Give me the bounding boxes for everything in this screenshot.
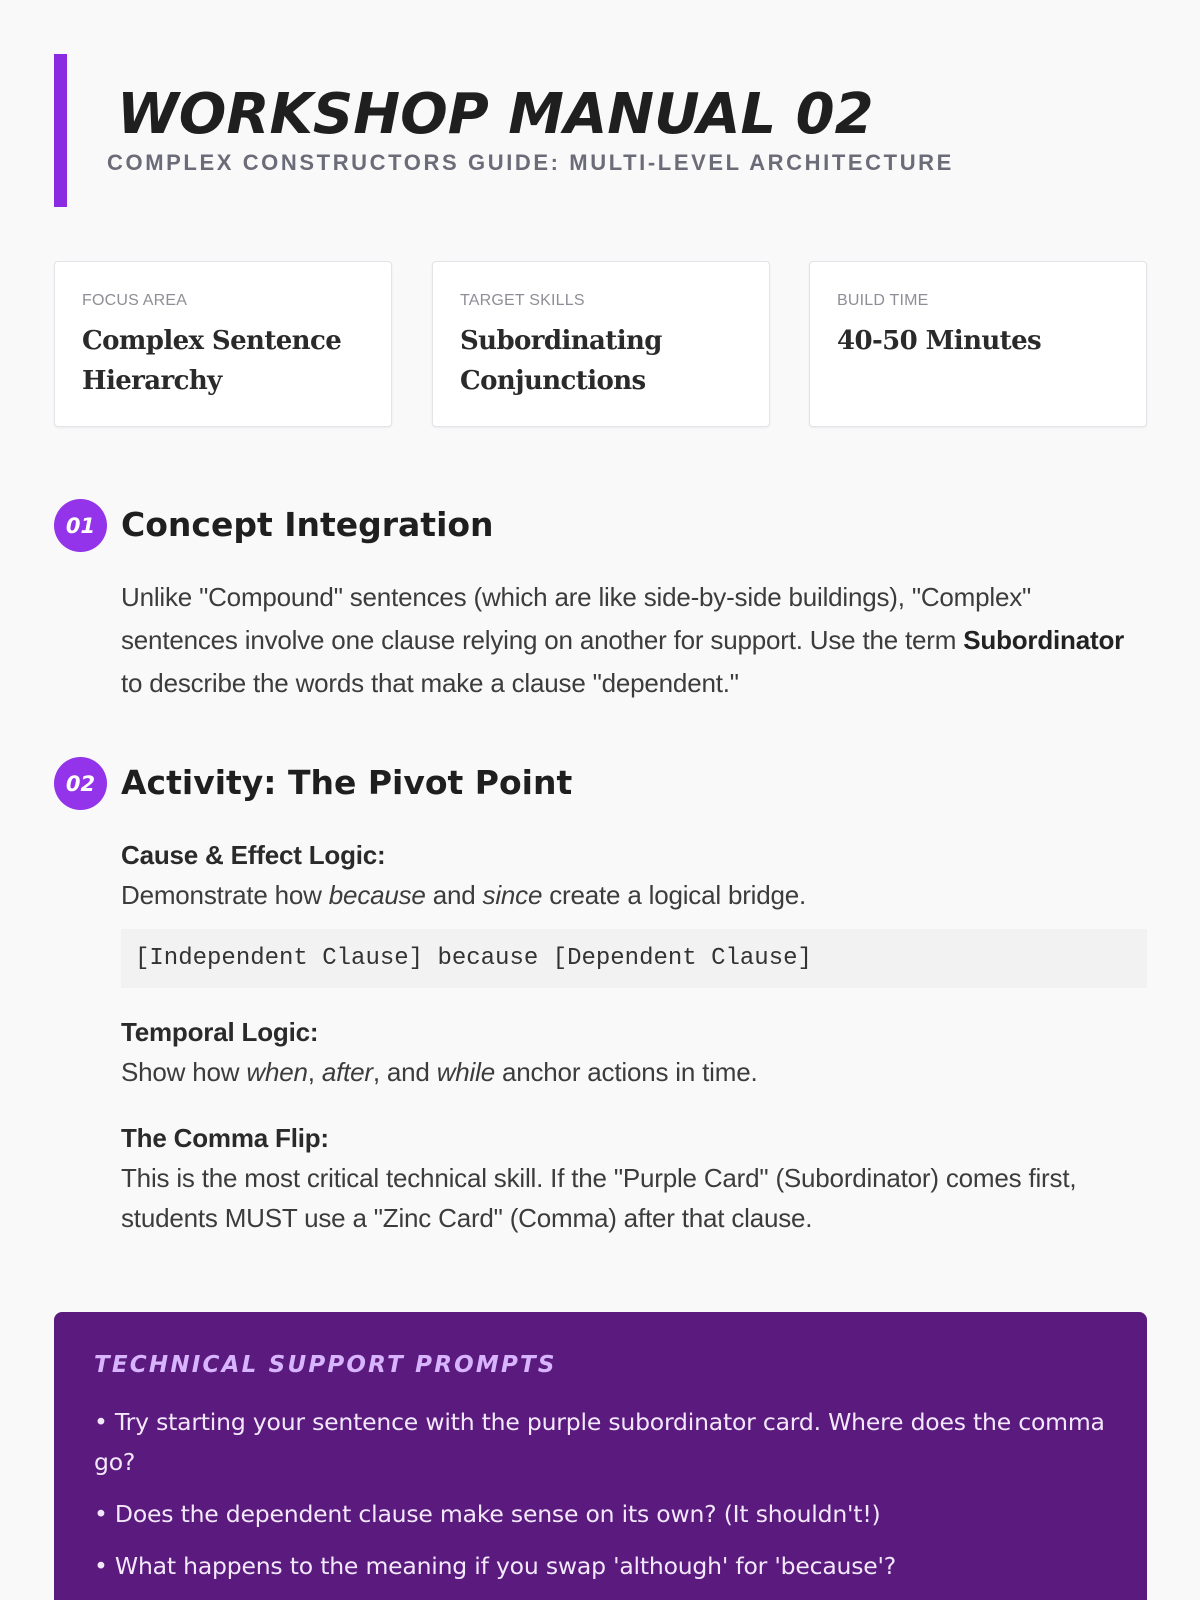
comma-flip-label: The Comma Flip: bbox=[121, 1123, 329, 1153]
comma-flip-block bbox=[121, 1118, 1147, 1238]
section-title: Concept Integration bbox=[121, 505, 494, 544]
support-prompts-list bbox=[94, 1402, 1107, 1586]
target-skills-card bbox=[432, 261, 770, 427]
subordinator-term: Subordinator bbox=[963, 625, 1125, 655]
card-value: 40-50 Minutes bbox=[837, 326, 1042, 356]
paragraph-text: to describe the words that make a clause "dependent." bbox=[121, 668, 739, 698]
support-prompt: • Try starting your sentence with the purple subordinator card. Where does the comma go? bbox=[94, 1408, 1105, 1476]
text: Show how bbox=[121, 1057, 247, 1087]
manual-page bbox=[54, 54, 1147, 1580]
text: , and bbox=[372, 1057, 437, 1087]
focus-area-card bbox=[54, 261, 392, 427]
temporal-label: Temporal Logic: bbox=[121, 1017, 319, 1047]
section-body bbox=[121, 835, 1147, 1238]
pivot-point-section bbox=[54, 757, 1147, 1238]
text: Demonstrate how bbox=[121, 880, 329, 910]
technical-support-box bbox=[54, 1312, 1147, 1600]
text: anchor actions in time. bbox=[494, 1057, 758, 1087]
card-label: FOCUS AREA bbox=[82, 292, 188, 309]
emphasis-when: when bbox=[246, 1057, 308, 1087]
section-title: Activity: The Pivot Point bbox=[121, 763, 573, 802]
emphasis-after: after bbox=[321, 1057, 373, 1087]
info-cards bbox=[54, 261, 1147, 427]
support-title: TECHNICAL SUPPORT PROMPTS bbox=[94, 1352, 557, 1378]
card-label: TARGET SKILLS bbox=[460, 292, 585, 309]
card-value: Subordinating Conjunctions bbox=[460, 326, 662, 396]
concept-paragraph bbox=[121, 576, 1147, 705]
text: create a logical bridge. bbox=[542, 880, 807, 910]
section-heading bbox=[54, 757, 1147, 811]
clause-code-block: [Independent Clause] because [Dependent Clause] bbox=[121, 929, 1147, 988]
cause-effect-block bbox=[121, 835, 1147, 988]
page-header bbox=[54, 54, 1147, 207]
page-subtitle: COMPLEX CONSTRUCTORS GUIDE: MULTI-LEVEL ARCHITECTURE bbox=[107, 150, 954, 175]
card-label: BUILD TIME bbox=[837, 292, 929, 309]
text: and bbox=[425, 880, 483, 910]
temporal-text bbox=[121, 1052, 1147, 1092]
section-number-badge: 01 bbox=[54, 499, 107, 552]
concept-integration-section bbox=[54, 499, 1147, 705]
text: , bbox=[307, 1057, 322, 1087]
page-title: WORKSHOP MANUAL 02 bbox=[117, 82, 874, 147]
card-value: Complex Sentence Hierarchy bbox=[82, 326, 342, 396]
cause-effect-text bbox=[121, 875, 1147, 915]
emphasis-while: while bbox=[436, 1057, 495, 1087]
comma-flip-text: This is the most critical technical skill. If the "Purple Card" (Subordinator) comes first, students MUST use a "Zinc Card" (Comma) after that clause. bbox=[121, 1163, 1077, 1233]
support-prompt: • What happens to the meaning if you swap 'although' for 'because'? bbox=[94, 1552, 897, 1580]
paragraph-text: Unlike "Compound" sentences (which are like side-by-side buildings), "Complex" sentences involve one clause relying on another for support. Use the term bbox=[121, 582, 1032, 655]
emphasis-since: since bbox=[482, 880, 543, 910]
emphasis-because: because bbox=[328, 880, 426, 910]
build-time-card bbox=[809, 261, 1147, 427]
cause-effect-label: Cause & Effect Logic: bbox=[121, 840, 386, 870]
section-body bbox=[121, 576, 1147, 705]
section-heading bbox=[54, 499, 1147, 553]
temporal-block bbox=[121, 1012, 1147, 1092]
section-number-badge: 02 bbox=[54, 757, 107, 810]
support-prompt: • Does the dependent clause make sense on its own? (It shouldn't!) bbox=[94, 1500, 881, 1528]
